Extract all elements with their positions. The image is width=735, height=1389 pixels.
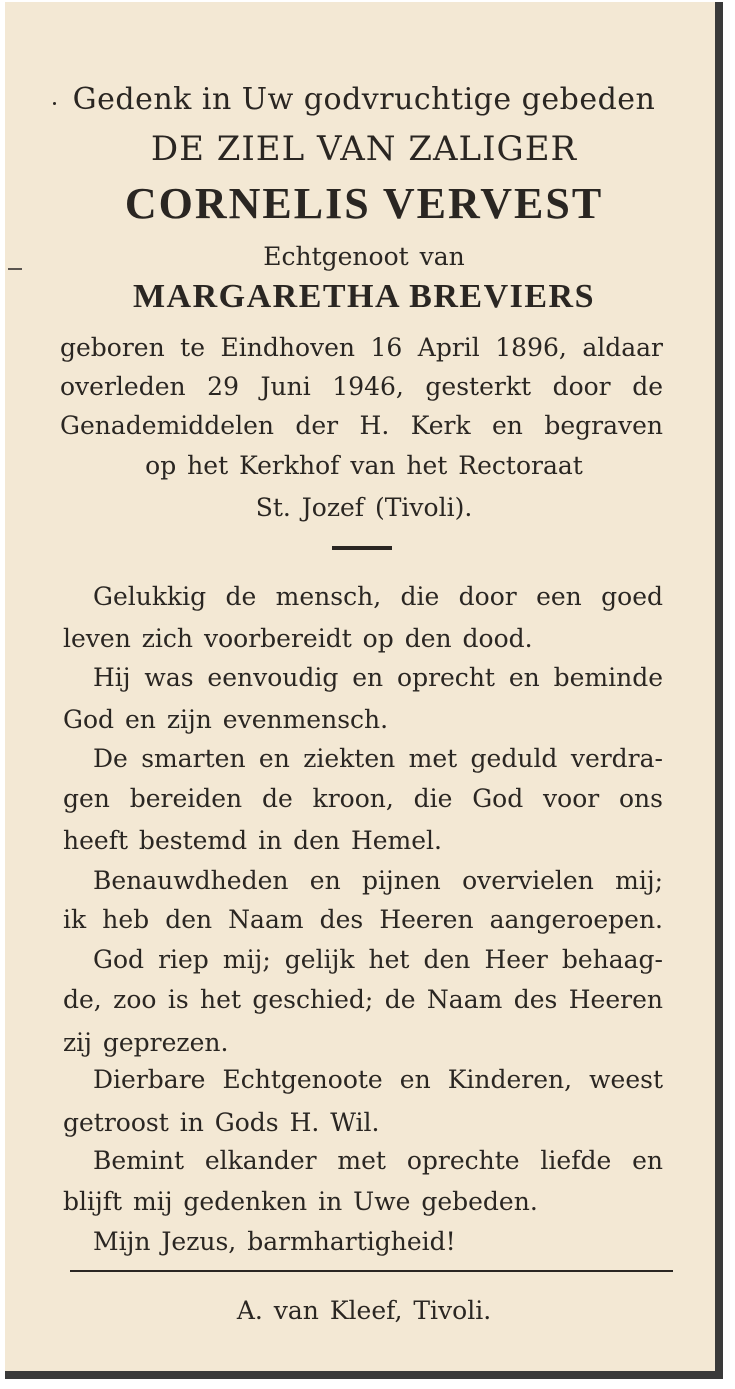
spouse-intro: Echtgenoot van [263,242,465,271]
text-line: Mijn Jezus, barmhartigheid! [93,1227,456,1256]
text-line: heeft bestemd in den Hemel. [63,826,442,855]
text-line: zij geprezen. [63,1028,229,1057]
text-line: Gelukkig de mensch, die door een goed [93,582,663,611]
bio-line: Genademiddelen der H. Kerk en begraven [60,411,663,440]
text-line: Bemint elkander met oprechte liefde en [93,1146,663,1175]
soul-heading: DE ZIEL VAN ZALIGER [150,129,578,169]
text-line: getroost in Gods H. Wil. [63,1108,380,1137]
text-line: Benauwdheden en pijnen overvielen mij; [93,866,663,895]
text-line: ik heb den Naam des Heeren aangeroepen. [63,905,663,934]
text-line: God en zijn evenmensch. [63,705,389,734]
bio-line: op het Kerkhof van het Rectoraat [145,451,583,480]
text-line: gen bereiden de kroon, die God voor ons [63,784,663,813]
bio-line: geboren te Eindhoven 16 April 1896, aldaar [60,333,663,362]
printer-credit: A. van Kleef, Tivoli. [236,1296,492,1325]
memorial-card [5,2,723,1379]
greeting-line: Gedenk in Uw godvruchtige gebeden [72,82,656,117]
text-line: leven zich voorbereidt op den dood. [63,624,533,653]
footer-rule [70,1270,673,1272]
section-divider [332,546,392,550]
bio-line: overleden 29 Juni 1946, gesterkt door de [60,372,663,401]
text-line: blijft mij gedenken in Uwe gebeden. [63,1187,538,1216]
text-line: De smarten en ziekten met geduld verdra- [93,744,663,773]
text-line: de, zoo is het geschied; de Naam des Heeren [63,985,663,1014]
spouse-name: MARGARETHA BREVIERS [132,278,596,315]
bio-line: St. Jozef (Tivoli). [255,493,473,522]
text-line: Hij was eenvoudig en oprecht en beminde [93,663,663,692]
deceased-name: CORNELIS VERVEST [124,179,604,228]
text-line: Dierbare Echtgenoote en Kinderen, weest [93,1065,663,1094]
text-line: God riep mij; gelijk het den Heer behaag- [93,945,663,974]
